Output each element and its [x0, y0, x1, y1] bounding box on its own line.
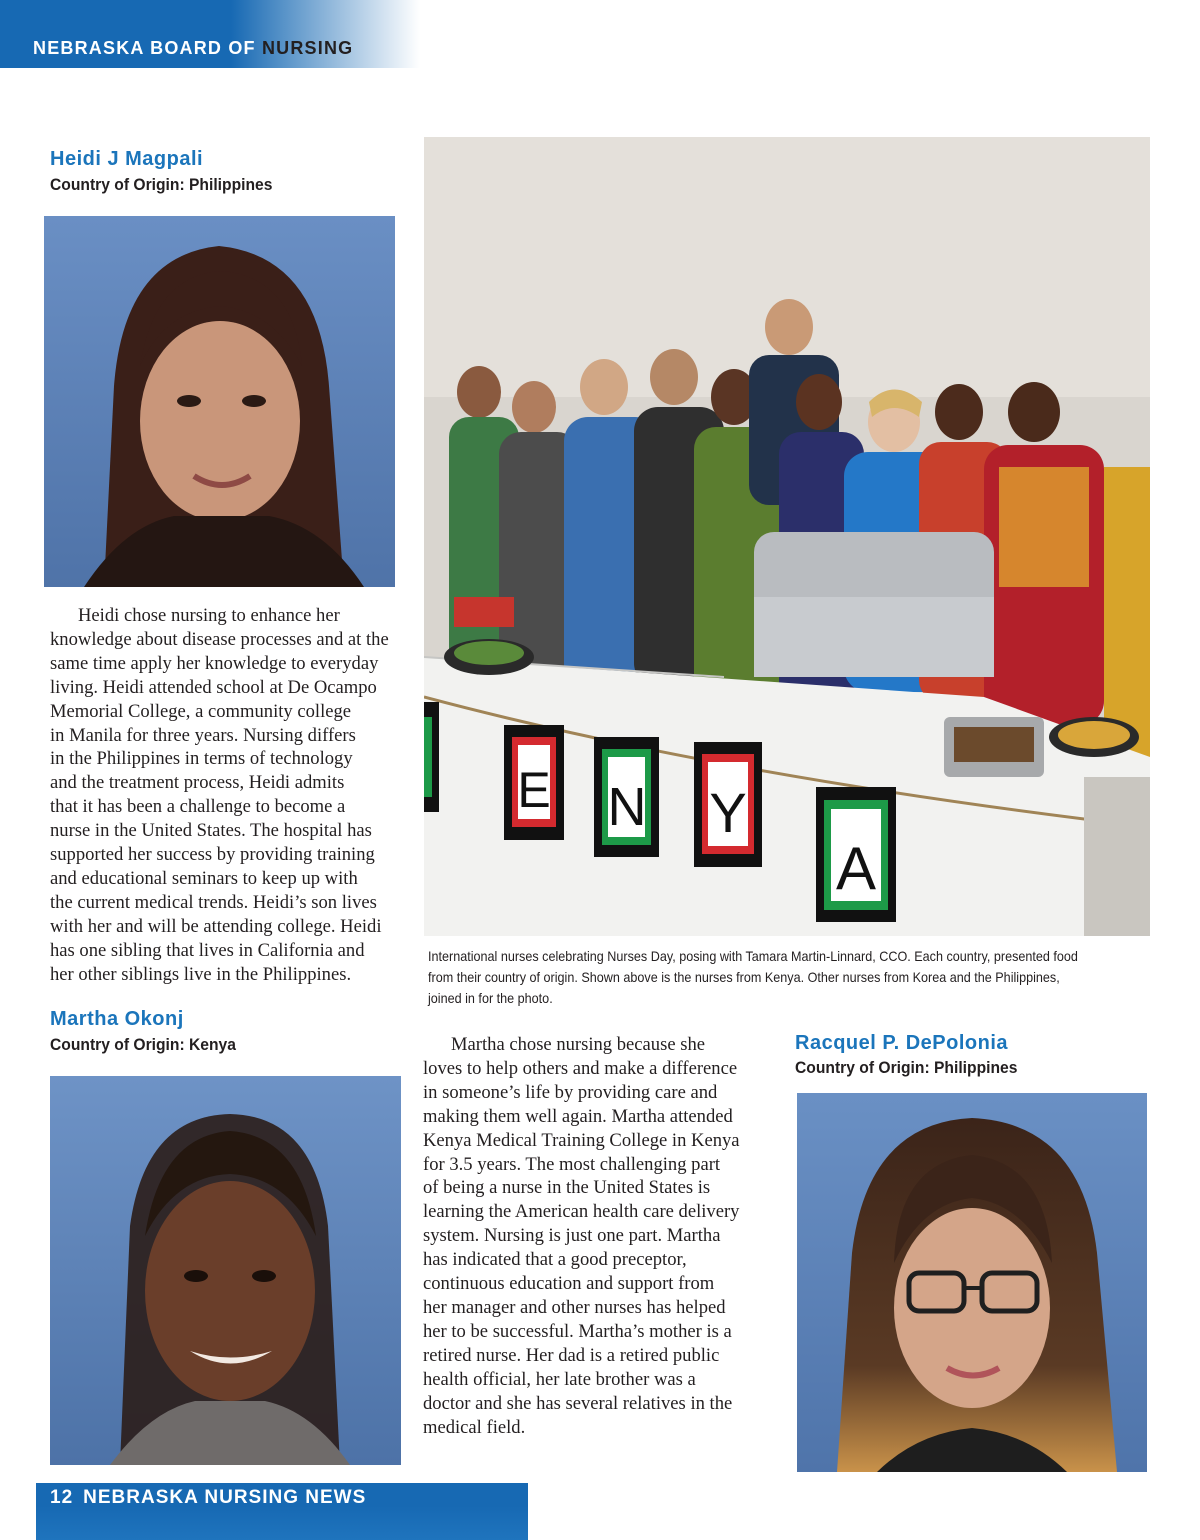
bio-line: her to be successful. Martha’s mother is a	[423, 1320, 732, 1342]
caption-line: from their country of origin. Shown above is the nurses from Kenya. Other nurses from Korea and the Philippines,	[428, 969, 1060, 985]
bio-line: loves to help others and make a difference	[423, 1057, 738, 1079]
header-tab	[0, 0, 126, 36]
profile-origin-racquel: Country of Origin: Philippines	[795, 1058, 1018, 1077]
banner-letter-y: Y	[709, 781, 747, 844]
group-photo-caption	[428, 946, 1076, 1009]
bio-line: her manager and other nurses has helped	[423, 1296, 726, 1318]
bio-line: has one sibling that lives in California and	[50, 939, 365, 961]
bio-line: retired nurse. Her dad is a retired public	[423, 1344, 720, 1366]
bio-line: Martha chose nursing because she	[451, 1034, 706, 1055]
profile-name-martha: Martha Okonj	[50, 1008, 184, 1030]
bio-line: nurse in the United States. The hospital has	[50, 820, 372, 842]
caption-line: International nurses celebrating Nurses Day, posing with Tamara Martin-Linnard, CCO. Each country, presented food	[428, 948, 1078, 964]
bio-line: supported her success by providing training	[50, 844, 375, 866]
bio-line: and the treatment process, Heidi admits	[50, 772, 345, 794]
bio-line: medical field.	[423, 1416, 526, 1438]
bio-line: health official, her late brother was a	[423, 1368, 696, 1390]
profile-bio-heidi	[50, 604, 410, 987]
page-number: 12	[50, 1487, 74, 1508]
portrait-photo-heidi	[44, 216, 395, 587]
bio-line: same time apply her knowledge to everyday	[50, 652, 379, 674]
bio-line: of being a nurse in the United States is	[423, 1177, 711, 1199]
bio-line: Memorial College, a community college	[50, 700, 352, 722]
bio-line: and educational seminars to keep up with	[50, 867, 358, 889]
bio-line: Heidi chose nursing to enhance her	[78, 605, 340, 626]
profile-name-racquel: Racquel P. DePolonia	[795, 1032, 1009, 1054]
profile-name-heidi: Heidi J Magpali	[50, 148, 204, 170]
bio-line: with her and will be attending college. Heidi	[50, 915, 382, 937]
publication-name: NEBRASKA NURSING NEWS	[83, 1487, 367, 1508]
banner-letter-n: N	[607, 777, 647, 837]
running-header	[33, 38, 353, 59]
bio-line: that it has been a challenge to become a	[50, 796, 346, 818]
bio-line: her other siblings live in the Philippines.	[50, 963, 352, 985]
bio-line: making them well again. Martha attended	[423, 1105, 733, 1127]
running-header-tail: NURSING	[261, 38, 354, 58]
bio-line: continuous education and support from	[423, 1273, 715, 1295]
profile-origin-martha: Country of Origin: Kenya	[50, 1035, 236, 1054]
bio-line: system. Nursing is just one part. Martha	[423, 1225, 721, 1247]
bio-line: in someone’s life by providing care and	[423, 1081, 718, 1103]
caption-line: joined in for the photo.	[428, 990, 553, 1006]
bio-line: living. Heidi attended school at De Ocampo	[50, 676, 377, 698]
bio-line: for 3.5 years. The most challenging part	[423, 1153, 721, 1175]
banner-letter-a: A	[835, 835, 877, 902]
bio-line: in the Philippines in terms of technology	[50, 748, 353, 770]
bio-line: learning the American health care delivery	[423, 1201, 740, 1223]
group-photo	[424, 137, 1150, 936]
banner-letter-e: E	[517, 762, 551, 818]
bio-line: in Manila for three years. Nursing differs	[50, 724, 356, 746]
running-footer	[50, 1487, 366, 1509]
profile-origin-heidi: Country of Origin: Philippines	[50, 175, 273, 194]
bio-line: doctor and she has several relatives in the	[423, 1392, 733, 1414]
running-header-lead: NEBRASKA BOARD OF	[33, 38, 262, 58]
bio-line: knowledge about disease processes and at the	[50, 628, 389, 650]
bio-line: has indicated that a good preceptor,	[423, 1249, 687, 1271]
bio-line: the current medical trends. Heidi’s son lives	[50, 891, 377, 913]
portrait-photo-racquel	[797, 1093, 1147, 1472]
bio-line: Kenya Medical Training College in Kenya	[423, 1129, 740, 1151]
portrait-photo-martha	[50, 1076, 401, 1465]
profile-bio-martha	[423, 1033, 773, 1439]
